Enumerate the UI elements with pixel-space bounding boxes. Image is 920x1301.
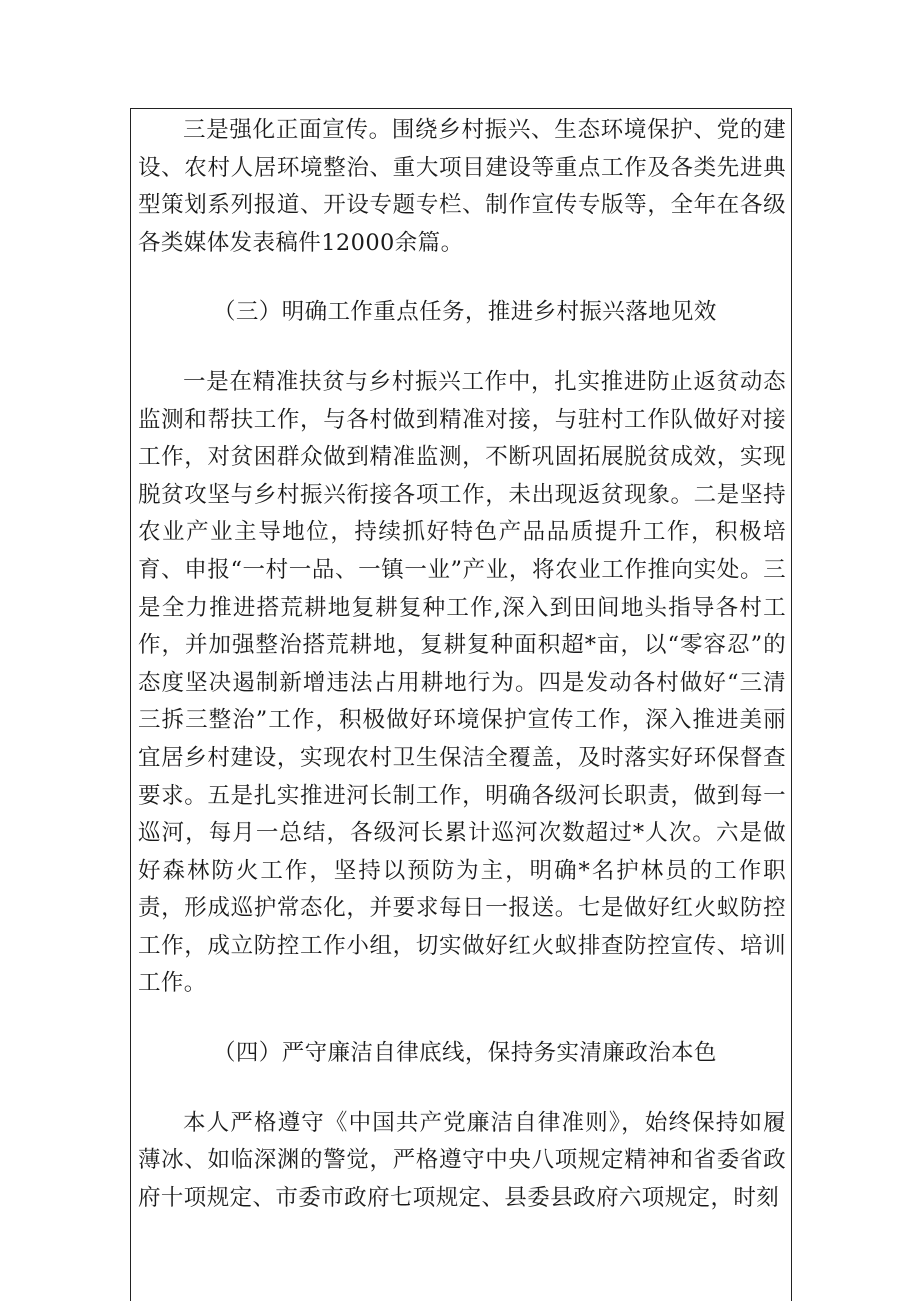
document-body [138, 108, 786, 1217]
paragraph-publicity: 三是强化正面宣传。围绕乡村振兴、生态环境保护、党的建设、农村人居环境整治、重大项目建设等重点工作及各类先进典型策划系列报道、开设专题专栏、制作宣传专版等，全年在各级各类媒体发表稿件12000余篇。 [138, 117, 786, 256]
paragraph-integrity: 本人严格遵守《中国共产党廉洁自律准则》，始终保持如履薄冰、如临深渊的警觉，严格遵守中央八项规定精神和省委省政府十项规定、市委市政府七项规定、县委县政府六项规定，时刻 [138, 1109, 786, 1211]
section-heading-3: （三）明确工作重点任务，推进乡村振兴落地见效 [213, 299, 717, 326]
section-heading-4: （四）严守廉洁自律底线，保持务实清廉政治本色 [213, 1040, 717, 1067]
paragraph-rural-revitalization: 一是在精准扶贫与乡村振兴工作中，扎实推进防止返贫动态监测和帮扶工作，与各村做到精准对接，与驻村工作队做好对接工作，对贫困群众做到精准监测，不断巩固拓展脱贫成效，实现脱贫攻坚与乡村振兴衔接各项工作，未出现返贫现象。二是坚持农业产业主导地位，持续抓好特色产品品质提升工作，积极培育、申报“一村一品、一镇一业”产业，将农业工作推向实处。三是全力推进搭荒耕地复耕复种工作,深入到田间地头指导各村工作，并加强整治搭荒耕地，复耕复种面积超*亩，以“零容忍”的态度坚决遏制新增违法占用耕地行为。四是发动各村做好“三清三拆三整治”工作，积极做好环境保护宣传工作，深入推进美丽宜居乡村建设，实现农村卫生保洁全覆盖，及时落实好环保督查要求。五是扎实推进河长制工作，明确各级河长职责，做到每一巡河，每月一总结，各级河长累计巡河次数超过*人次。六是做好森林防火工作，坚持以预防为主，明确*名护林员的工作职责，形成巡护常态化，并要求每日一报送。七是做好红火蚁防控工作，成立防控工作小组，切实做好红火蚁排查防控宣传、培训工作。 [138, 368, 786, 997]
